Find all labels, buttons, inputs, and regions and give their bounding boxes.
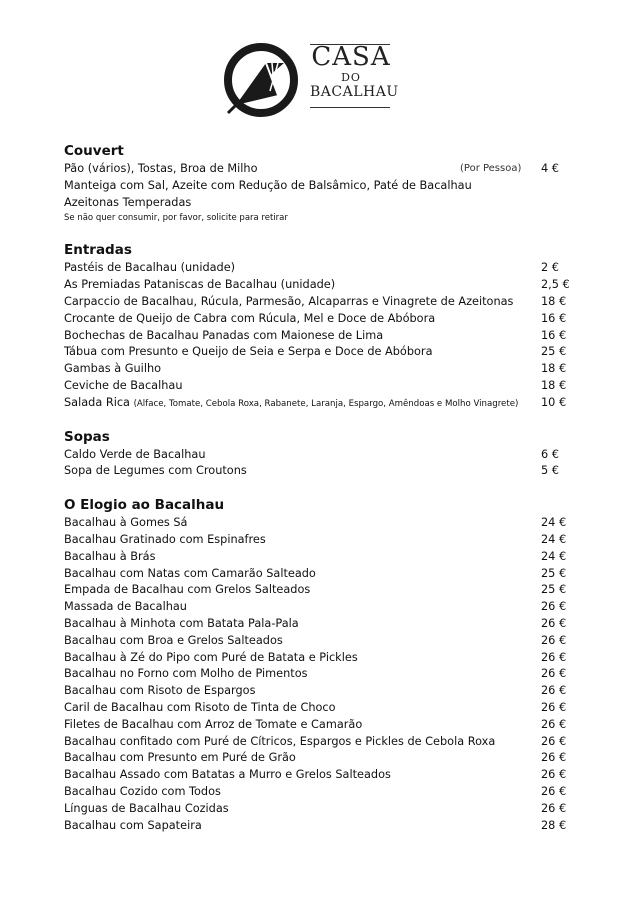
item-name: Massada de Bacalhau: [64, 600, 187, 614]
menu-item: [64, 767, 576, 784]
item-name: Bacalhau à Gomes Sá: [64, 516, 188, 530]
logo-wordmark: [310, 42, 399, 100]
item-price: 5 €: [541, 464, 559, 478]
item-price: 24 €: [541, 549, 567, 563]
menu-item: [64, 750, 576, 767]
item-price: 26 €: [541, 784, 567, 798]
item-price: 26 €: [541, 600, 567, 614]
item-name: Filetes de Bacalhau com Arroz de Tomate e Camarão: [64, 717, 363, 731]
item-price: 26 €: [541, 633, 567, 647]
item-name: Carpaccio de Bacalhau, Rúcula, Parmesão, Alcaparras e Vinagrete de Azeitonas: [64, 294, 514, 308]
item-name: Bacalhau Cozido com Todos: [64, 784, 221, 798]
item-name: Empada de Bacalhau com Grelos Salteados: [64, 583, 311, 597]
item-name: Bacalhau à Zé do Pipo com Puré de Batata e Pickles: [64, 650, 358, 664]
menu-item: [64, 277, 576, 294]
section-title-couvert: Couvert: [64, 143, 124, 159]
menu-item: [64, 616, 576, 633]
item-name: Pão (vários), Tostas, Broa de Milho: [64, 162, 258, 175]
item-price: 28 €: [541, 818, 567, 832]
item-price: 26 €: [541, 717, 567, 731]
item-name: Línguas de Bacalhau Cozidas: [64, 801, 229, 815]
item-price: 26 €: [541, 734, 567, 748]
item-price: 26 €: [541, 616, 567, 630]
item-price: 24 €: [541, 532, 567, 546]
menu-item: [64, 294, 576, 311]
item-price: 25 €: [541, 566, 567, 580]
item-price: 26 €: [541, 684, 567, 698]
item-name: Bacalhau com Sapateira: [64, 818, 202, 832]
item-price: 26 €: [541, 650, 567, 664]
menu-item: [64, 650, 576, 667]
item-price: 16 €: [541, 311, 567, 325]
menu-item: [64, 532, 576, 549]
item-qualifier: (Por Pessoa): [460, 163, 522, 174]
menu-item: [64, 328, 576, 345]
item-name: Ceviche de Bacalhau: [64, 378, 183, 392]
item-name: Bacalhau com Natas com Camarão Salteado: [64, 566, 316, 580]
menu-item: [64, 361, 576, 378]
section-title-sopas: Sopas: [64, 428, 110, 445]
item-price: 6 €: [541, 447, 559, 461]
menu-item: [64, 633, 576, 650]
menu-item: [64, 599, 576, 616]
menu-item: [64, 801, 576, 818]
item-price: 24 €: [541, 516, 567, 530]
menu-item: [64, 734, 576, 751]
item-name: Bacalhau confitado com Puré de Cítricos, Espargos e Pickles de Cebola Roxa: [64, 734, 496, 748]
item-price: 4 €: [541, 162, 559, 175]
item-name: Bacalhau no Forno com Molho de Pimentos: [64, 667, 308, 681]
menu-item: [64, 344, 576, 361]
logo-line-bacalhau: BACALHAU: [310, 84, 399, 100]
restaurant-logo: [222, 38, 399, 118]
item-name-group: [64, 395, 518, 413]
section-title-entradas: Entradas: [64, 242, 132, 259]
item-price: 26 €: [541, 700, 567, 714]
item-name: Sopa de Legumes com Croutons: [64, 464, 247, 478]
item-price: 26 €: [541, 667, 567, 681]
menu-item: [64, 582, 576, 599]
item-name: Caldo Verde de Bacalhau: [64, 447, 206, 461]
menu-item: [64, 818, 576, 835]
item-name: As Premiadas Pataniscas de Bacalhau (unidade): [64, 278, 336, 292]
menu-item: [64, 463, 576, 480]
menu-item: [64, 395, 576, 412]
item-price: 25 €: [541, 583, 567, 597]
logo-line-casa: CASA: [311, 42, 391, 72]
menu-item: [64, 784, 576, 801]
menu-item: [64, 549, 576, 566]
menu-item: [64, 378, 576, 395]
item-name: Bochechas de Bacalhau Panadas com Maionese de Lima: [64, 328, 384, 342]
section-elogio: [64, 495, 576, 834]
item-price: 16 €: [541, 328, 567, 342]
item-name: Crocante de Queijo de Cabra com Rúcula, Mel e Doce de Abóbora: [64, 311, 436, 325]
section-sopas: [64, 427, 576, 481]
logo-line-do: DO: [341, 71, 361, 84]
item-name: Bacalhau com Broa e Grelos Salteados: [64, 633, 283, 647]
item-name: Bacalhau Assado com Batatas a Murro e Grelos Salteados: [64, 768, 391, 782]
menu-item: [64, 515, 576, 532]
menu-item: [64, 717, 576, 734]
item-name: Gambas à Guilho: [64, 362, 162, 376]
item-price: 18 €: [541, 378, 567, 392]
item-name: Caril de Bacalhau com Risoto de Tinta de Choco: [64, 700, 336, 714]
menu-item: [64, 260, 576, 277]
item-name: Salada Rica: [64, 395, 130, 409]
menu-item: [64, 161, 576, 178]
menu-item: [64, 683, 576, 700]
item-name: Bacalhau com Risoto de Espargos: [64, 684, 256, 698]
fish-logo-icon: [222, 41, 300, 119]
item-price: 2,5 €: [541, 278, 570, 292]
couvert-note: Se não quer consumir, por favor, solicite para retirar: [64, 213, 288, 224]
item-name: Tábua com Presunto e Queijo de Seia e Serpa e Doce de Abóbora: [64, 345, 433, 359]
item-price: 2 €: [541, 261, 559, 275]
logo-divider: [310, 107, 390, 108]
menu-item: [64, 311, 576, 328]
item-price: 26 €: [541, 801, 567, 815]
item-name: Azeitonas Temperadas: [64, 195, 192, 209]
menu-item: [64, 666, 576, 683]
item-name: Bacalhau à Minhota com Batata Pala-Pala: [64, 616, 299, 630]
menu-item: [64, 178, 576, 195]
menu-content: [64, 141, 576, 849]
menu-item: [64, 566, 576, 583]
item-price: 26 €: [541, 768, 567, 782]
item-price: 18 €: [541, 362, 567, 376]
item-name: Manteiga com Sal, Azeite com Redução de Balsâmico, Paté de Bacalhau: [64, 178, 472, 192]
menu-item: [64, 195, 576, 212]
menu-item: [64, 700, 576, 717]
item-detail: (Alface, Tomate, Cebola Roxa, Rabanete, Laranja, Espargo, Amêndoas e Molho Vinagrete): [133, 398, 519, 409]
menu-item: [64, 447, 576, 464]
item-name: Pastéis de Bacalhau (unidade): [64, 261, 236, 275]
item-name: Bacalhau Gratinado com Espinafres: [64, 532, 266, 546]
section-entradas: [64, 240, 576, 411]
item-name: Bacalhau com Presunto em Puré de Grão: [64, 751, 296, 765]
section-title-elogio: O Elogio ao Bacalhau: [64, 497, 225, 514]
item-price: 18 €: [541, 294, 567, 308]
section-couvert: [64, 141, 576, 225]
item-price: 10 €: [541, 395, 567, 409]
item-name: Bacalhau à Brás: [64, 549, 156, 563]
item-price: 26 €: [541, 751, 567, 765]
item-price: 25 €: [541, 345, 567, 359]
